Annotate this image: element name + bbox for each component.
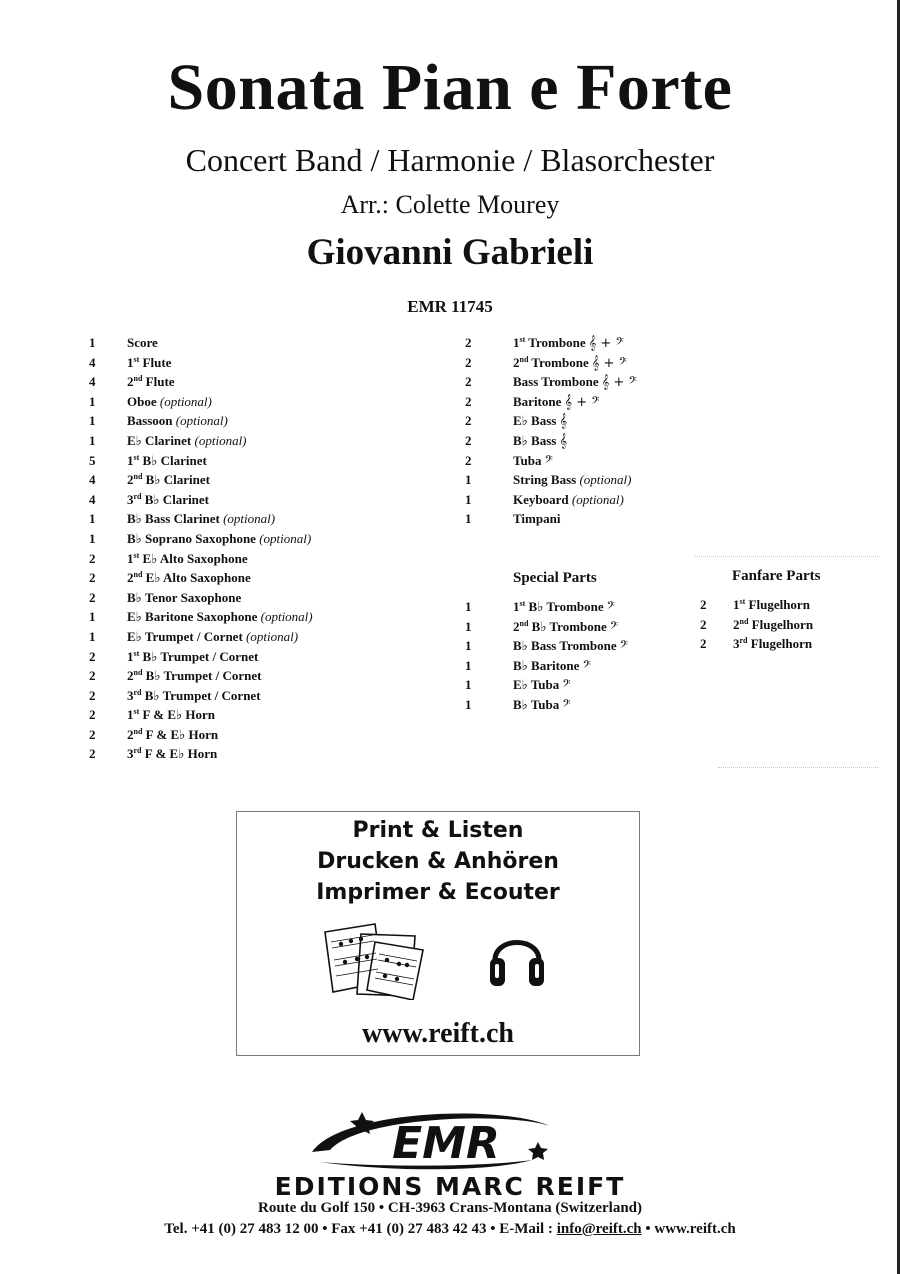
clef-icon: 𝄢 (562, 678, 571, 694)
part-quantity: 1 (465, 618, 472, 634)
part-item (465, 695, 628, 715)
part-label: B♭ Bass Clarinet (127, 511, 220, 527)
part-label: E♭ Bass (513, 413, 557, 429)
part-quantity: 1 (465, 599, 472, 614)
part-ordinal-suffix: st (133, 648, 140, 658)
part-item (89, 333, 313, 353)
part-quantity: 1 (465, 638, 472, 654)
part-item (465, 333, 637, 353)
part-quantity: 4 (89, 472, 96, 488)
part-ordinal-suffix: nd (133, 668, 143, 678)
part-name (513, 656, 591, 676)
headphones-icon (487, 922, 547, 990)
part-quantity: 2 (700, 636, 707, 652)
part-name (513, 675, 571, 695)
part-item (89, 470, 313, 490)
part-name (513, 490, 624, 510)
part-label: Flugelhorn (747, 636, 813, 652)
part-quantity: 4 (89, 491, 96, 507)
part-quantity: 5 (89, 452, 96, 468)
part-name (513, 411, 567, 431)
part-item (465, 656, 628, 676)
part-item (465, 431, 637, 451)
optional-note: (optional) (568, 491, 624, 507)
part-label: F & E♭ Horn (139, 707, 215, 723)
part-item (89, 451, 313, 471)
part-item (89, 490, 313, 510)
part-item (465, 372, 637, 392)
emr-logo (300, 1106, 580, 1174)
part-name (513, 372, 637, 392)
part-label: Keyboard (513, 491, 569, 507)
part-label: Timpani (513, 511, 561, 527)
part-name (127, 372, 175, 392)
part-item (700, 615, 813, 635)
part-quantity: 2 (89, 550, 96, 566)
optional-note: (optional) (219, 511, 276, 527)
part-item (465, 675, 628, 695)
part-ordinal-number: 1 (733, 597, 740, 612)
part-label: Flute (139, 354, 172, 370)
part-item (89, 509, 313, 529)
part-ordinal-number: 1 (127, 648, 134, 664)
dotted-divider (695, 556, 880, 557)
clef-icon: 𝄢 (606, 600, 616, 615)
part-quantity: 2 (700, 616, 707, 632)
clef-icon: 𝄞 (559, 433, 568, 449)
part-label: E♭ Clarinet (127, 432, 192, 448)
clef-icon: 𝄢 (609, 619, 619, 635)
part-name (127, 470, 210, 490)
optional-note: (optional) (255, 530, 312, 546)
part-name (733, 595, 810, 615)
part-quantity: 2 (89, 707, 96, 723)
part-item (89, 686, 313, 706)
part-name (127, 490, 209, 510)
part-ordinal-suffix: st (519, 599, 526, 608)
part-name (513, 695, 571, 715)
optional-note: (optional) (172, 413, 228, 429)
part-quantity: 2 (89, 668, 96, 684)
part-quantity: 1 (89, 335, 96, 350)
part-ordinal-number: 3 (127, 746, 134, 762)
part-name (513, 509, 560, 529)
promo-line-french: Imprimer & Ecouter (316, 880, 560, 905)
part-name (127, 568, 251, 588)
clef-icon: 𝄞 (559, 414, 568, 430)
part-label: B♭ Bass (513, 432, 557, 448)
logo-text: EMR (392, 1118, 500, 1169)
part-label: Trombone (528, 354, 589, 370)
part-quantity: 4 (89, 374, 96, 390)
part-label: Oboe (127, 393, 157, 409)
part-item (89, 529, 313, 549)
sheet-music-icon (317, 920, 432, 1000)
part-label: Bassoon (127, 413, 173, 429)
part-label: String Bass (513, 472, 577, 488)
optional-note: (optional) (576, 472, 632, 488)
part-quantity: 1 (89, 432, 96, 448)
part-name (127, 686, 261, 706)
part-item (465, 392, 637, 412)
part-item (465, 490, 637, 510)
part-quantity: 1 (89, 609, 96, 625)
part-ordinal-suffix: st (133, 707, 140, 717)
part-name (127, 509, 275, 529)
part-name (127, 725, 218, 745)
part-item (465, 411, 637, 431)
promo-line-german: Drucken & Anhören (317, 849, 559, 874)
part-ordinal-suffix: rd (739, 636, 748, 646)
part-ordinal-suffix: nd (519, 354, 529, 364)
part-label: B♭ Tuba (513, 696, 560, 712)
part-name (127, 333, 158, 353)
special-parts-heading: Special Parts (513, 570, 597, 586)
part-item (89, 627, 313, 647)
catalog-number: EMR 11745 (407, 297, 493, 316)
optional-note: (optional) (242, 628, 299, 644)
part-label: B♭ Trumpet / Cornet (142, 668, 262, 684)
part-name (733, 634, 812, 654)
part-ordinal-number: 2 (127, 570, 134, 586)
parts-list-right (465, 333, 637, 529)
part-quantity: 1 (465, 472, 472, 488)
part-ordinal-number: 2 (127, 726, 134, 742)
part-item (465, 597, 628, 617)
part-quantity: 2 (89, 746, 96, 762)
part-ordinal-suffix: st (133, 452, 140, 462)
part-item (700, 634, 813, 654)
part-ordinal-suffix: st (519, 335, 526, 344)
part-ordinal-suffix: rd (133, 491, 142, 501)
publisher-address: Route du Golf 150 • CH-3963 Crans-Montana (Switzerland) (258, 1200, 642, 1216)
part-name (513, 333, 624, 353)
part-ordinal-number: 2 (513, 618, 520, 634)
part-name (127, 607, 313, 627)
part-label: B♭ Soprano Saxophone (127, 530, 256, 546)
part-label: Score (127, 335, 158, 350)
part-label: Flugelhorn (748, 616, 814, 632)
part-quantity: 1 (89, 511, 96, 527)
part-item (89, 647, 313, 667)
part-quantity: 1 (89, 393, 96, 409)
part-quantity: 1 (89, 530, 96, 546)
clef-icon: 𝄞 + 𝄢 (591, 355, 627, 371)
clef-icon: 𝄢 (544, 453, 553, 469)
part-item (89, 744, 313, 764)
part-item (89, 431, 313, 451)
part-label: Flute (142, 374, 175, 390)
part-ordinal-number: 1 (513, 335, 520, 350)
contact-phone-fax: Tel. +41 (0) 27 483 12 00 • Fax +41 (0) 27 483 42 43 • E-Mail : (164, 1221, 557, 1237)
part-label: B♭ Bass Trombone (513, 638, 617, 654)
part-quantity: 2 (465, 354, 472, 370)
part-name (513, 597, 615, 617)
part-item (700, 595, 813, 615)
part-label: Trombone (525, 335, 586, 350)
part-item (89, 666, 313, 686)
part-item (89, 568, 313, 588)
part-name (513, 617, 618, 637)
clef-icon: 𝄞 + 𝄢 (588, 336, 624, 351)
part-item (89, 372, 313, 392)
part-quantity: 2 (89, 570, 96, 586)
part-ordinal-suffix: st (133, 550, 140, 560)
part-item (465, 353, 637, 373)
part-name (127, 451, 207, 471)
contact-website[interactable]: • www.reift.ch (641, 1221, 736, 1237)
part-label: B♭ Trumpet / Cornet (141, 687, 261, 703)
part-ordinal-suffix: st (133, 354, 140, 364)
part-ordinal-number: 1 (127, 707, 134, 723)
part-name (513, 451, 553, 471)
part-ordinal-number: 3 (127, 687, 134, 703)
composer-name: Giovanni Gabrieli (306, 232, 594, 273)
part-item (465, 470, 637, 490)
part-name (127, 744, 217, 764)
part-name (127, 353, 171, 373)
part-label: B♭ Clarinet (139, 452, 207, 468)
optional-note: (optional) (257, 609, 313, 625)
part-name (127, 647, 258, 667)
part-ordinal-suffix: nd (739, 616, 749, 626)
part-ordinal-number: 3 (127, 491, 134, 507)
part-ordinal-suffix: nd (133, 726, 143, 736)
special-parts-list (465, 597, 628, 715)
part-quantity: 1 (89, 413, 96, 429)
part-quantity: 2 (89, 589, 96, 605)
part-item (465, 617, 628, 637)
part-ordinal-number: 1 (127, 452, 134, 468)
part-label: Bass Trombone (513, 374, 599, 390)
part-name (127, 431, 247, 451)
part-label: B♭ Trombone (528, 618, 607, 634)
part-ordinal-number: 2 (513, 354, 520, 370)
email-link[interactable]: info@reift.ch (556, 1221, 642, 1237)
part-label: B♭ Trombone (525, 599, 604, 614)
part-quantity: 1 (465, 696, 472, 712)
part-item (465, 636, 628, 656)
part-name (127, 411, 228, 431)
fanfare-parts-heading: Fanfare Parts (732, 568, 821, 584)
print-listen-box (236, 811, 640, 1056)
part-ordinal-number: 1 (127, 550, 134, 566)
part-name (513, 470, 631, 490)
part-label: B♭ Clarinet (141, 491, 210, 507)
part-name (513, 636, 628, 656)
part-item (89, 607, 313, 627)
optional-note: (optional) (156, 393, 212, 409)
part-quantity: 2 (465, 393, 472, 409)
website-url[interactable]: www.reift.ch (362, 1018, 514, 1049)
part-label: E♭ Tuba (513, 677, 560, 693)
part-ordinal-suffix: rd (133, 687, 142, 697)
part-label: E♭ Alto Saxophone (139, 550, 248, 566)
clef-icon: 𝄞 + 𝄢 (564, 394, 600, 410)
part-item (89, 705, 313, 725)
part-name (513, 353, 627, 373)
page-title: Sonata Pian e Forte (167, 51, 733, 124)
part-item (89, 353, 313, 373)
part-name (127, 549, 248, 569)
part-quantity: 2 (465, 413, 472, 429)
part-quantity: 1 (89, 628, 96, 644)
part-name (127, 392, 212, 412)
part-quantity: 2 (89, 726, 96, 742)
part-quantity: 2 (89, 648, 96, 664)
publisher-name: EDITIONS MARC REIFT (274, 1172, 626, 1201)
part-ordinal-number: 1 (127, 354, 134, 370)
part-name (127, 588, 241, 608)
clef-icon: 𝄢 (582, 658, 591, 674)
part-name (513, 392, 600, 412)
optional-note: (optional) (191, 432, 247, 448)
part-name (127, 627, 298, 647)
part-quantity: 2 (465, 452, 472, 468)
part-label: E♭ Trumpet / Cornet (127, 628, 243, 644)
part-quantity: 2 (89, 687, 96, 703)
ensemble-subtitle: Concert Band / Harmonie / Blasorchester (185, 142, 715, 178)
part-label: B♭ Clarinet (142, 472, 210, 488)
part-ordinal-suffix: nd (133, 374, 143, 384)
part-quantity: 2 (465, 432, 472, 448)
part-item (465, 451, 637, 471)
clef-icon: 𝄞 + 𝄢 (601, 375, 637, 391)
part-ordinal-number: 2 (127, 472, 134, 488)
part-ordinal-suffix: nd (519, 618, 529, 628)
part-name (127, 666, 261, 686)
part-item (89, 411, 313, 431)
part-label: Baritone (513, 393, 562, 409)
promo-line-english: Print & Listen (352, 818, 524, 843)
part-item (89, 392, 313, 412)
part-label: F & E♭ Horn (142, 726, 219, 742)
part-label: B♭ Trumpet / Cornet (139, 648, 259, 664)
part-ordinal-suffix: nd (133, 570, 143, 580)
part-name (733, 615, 813, 635)
part-quantity: 1 (465, 657, 472, 673)
clef-icon: 𝄢 (619, 639, 629, 655)
part-quantity: 1 (465, 677, 472, 693)
part-ordinal-number: 3 (733, 636, 740, 652)
part-label: E♭ Baritone Saxophone (127, 609, 258, 625)
part-quantity: 1 (465, 511, 472, 527)
part-label: B♭ Tenor Saxophone (127, 589, 242, 605)
part-quantity: 4 (89, 354, 96, 370)
part-name (127, 705, 215, 725)
dotted-divider (718, 767, 878, 768)
part-label: Flugelhorn (745, 597, 810, 612)
part-ordinal-number: 2 (733, 616, 740, 632)
parts-list-left (89, 333, 313, 764)
part-item (89, 588, 313, 608)
part-ordinal-number: 2 (127, 374, 134, 390)
part-item (89, 725, 313, 745)
part-item (465, 509, 637, 529)
fanfare-parts-list (700, 595, 813, 654)
part-label: B♭ Baritone (513, 657, 580, 673)
part-name (127, 529, 311, 549)
part-quantity: 2 (700, 597, 707, 612)
part-item (89, 549, 313, 569)
part-ordinal-number: 2 (127, 668, 134, 684)
part-ordinal-number: 1 (513, 599, 520, 614)
publisher-contact (0, 1219, 900, 1239)
part-ordinal-suffix: st (739, 597, 746, 606)
part-quantity: 1 (465, 491, 472, 507)
part-quantity: 2 (465, 335, 472, 350)
part-quantity: 2 (465, 374, 472, 390)
part-label: Tuba (513, 452, 542, 468)
part-label: E♭ Alto Saxophone (142, 570, 251, 586)
part-ordinal-suffix: nd (133, 472, 143, 482)
part-name (513, 431, 567, 451)
arranger-credit: Arr.: Colette Mourey (340, 190, 560, 219)
clef-icon: 𝄢 (562, 697, 571, 713)
part-label: F & E♭ Horn (141, 746, 218, 762)
part-ordinal-suffix: rd (133, 746, 142, 756)
